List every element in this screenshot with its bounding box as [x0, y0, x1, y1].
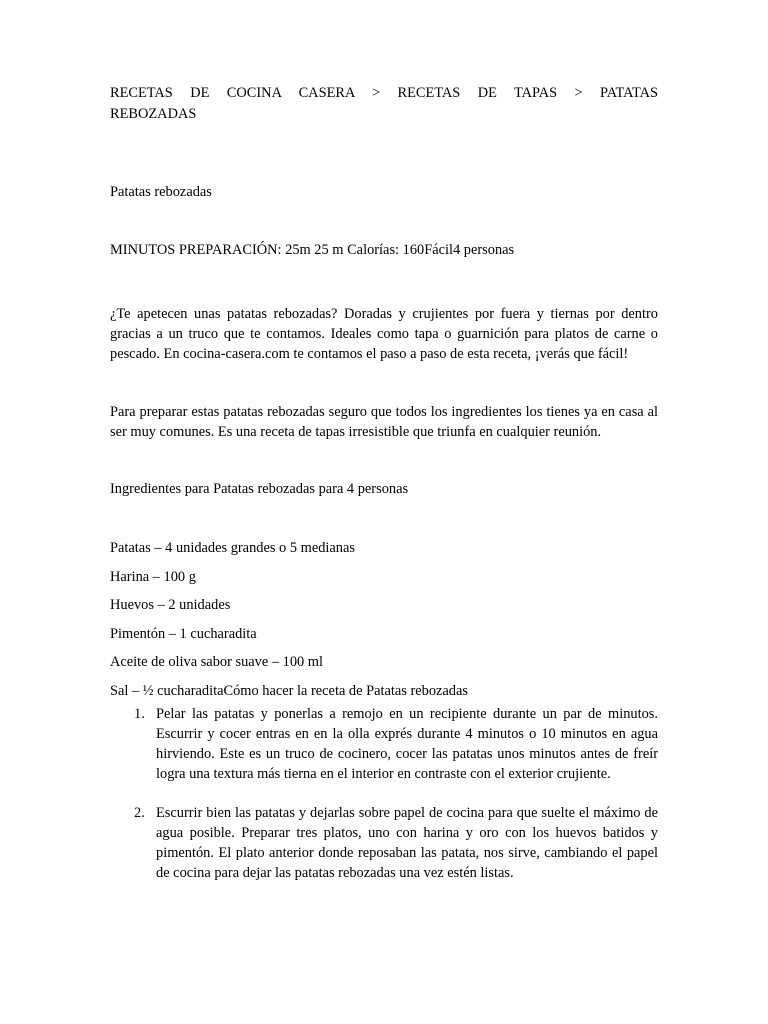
ingredient-item: Aceite de oliva sabor suave – 100 ml [110, 654, 323, 671]
ingredient-list [110, 538, 658, 701]
ingredient-item: Harina – 100 g [110, 568, 196, 585]
steps-list [110, 704, 658, 883]
ingredient-item: Patatas – 4 unidades grandes o 5 medianas [110, 540, 355, 556]
intro-paragraph: ¿Te apetecen unas patatas rebozadas? Doradas y crujientes por fuera y tiernas por dentro gracias a un truco que te contamos. Ideales como tapa o guarnición para platos de carne o pescado. En cocina-casera.com te contamos el paso a paso de esta receta, ¡verás que fácil! [110, 306, 658, 362]
step-item [110, 704, 658, 784]
step-number: 2. [134, 804, 145, 821]
ingredient-item: Huevos – 2 unidades [110, 597, 231, 614]
recipe-title: Patatas rebozadas [110, 184, 212, 200]
ingredient-item: Sal – ½ cucharaditaCómo hacer la receta de Patatas rebozadas [110, 682, 468, 699]
breadcrumb-line-1: RECETAS DE COCINA CASERA > RECETAS DE TAPAS > PATATAS [110, 85, 658, 101]
step-text: Escurrir bien las patatas y dejarlas sobre papel de cocina para que suelte el máximo de agua posible. Preparar tres platos, uno con harina y oro con los huevos batidos y pimentón. El plato anterior donde reposaban las patata, nos sirve, cambiando el papel de cocina para dejar las patatas rebozadas una vez estén listas. [156, 804, 658, 881]
intro-paragraph-2: Para preparar estas patatas rebozadas seguro que todos los ingredientes los tienes ya en casa al ser muy comunes. Es una receta de tapas irresistible que triunfa en cualquier reunión. [110, 404, 658, 440]
breadcrumb [110, 83, 658, 125]
step-item [110, 803, 658, 883]
recipe-meta: MINUTOS PREPARACIÓN: 25m 25 m Calorías: 160Fácil4 personas [110, 242, 515, 258]
document-page [110, 83, 658, 883]
ingredient-item: Pimentón – 1 cucharadita [110, 625, 257, 642]
ingredients-heading: Ingredientes para Patatas rebozadas para 4 personas [110, 481, 409, 497]
breadcrumb-line-2: REBOZADAS [110, 106, 197, 122]
step-text: Pelar las patatas y ponerlas a remojo en un recipiente durante un par de minutos. Escurrir y cocer entras en en la olla exprés durante 4 minutos o 10 minutos en agua hirviendo. Este es un truco de cocinero, cocer las patatas unos minutos antes de freír logra una textura más tierna en el interior en contraste con el exterior crujiente. [156, 705, 658, 782]
step-number: 1. [134, 705, 145, 722]
